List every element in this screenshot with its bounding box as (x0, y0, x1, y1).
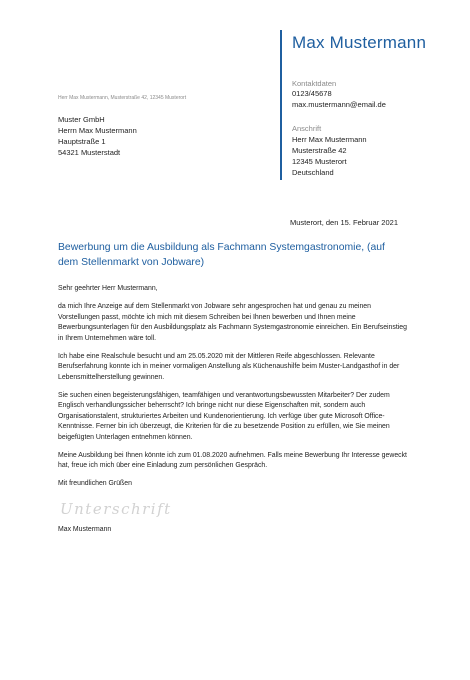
letter-subject: Bewerbung um die Ausbildung als Fachmann Systemgastronomie, (auf dem Stellenmarkt von Jobware) (58, 242, 385, 268)
closing: Mit freundlichen Grüßen (58, 480, 132, 487)
salutation: Sehr geehrter Herr Mustermann, (58, 285, 158, 292)
return-address-line: Herr Max Mustermann, Musterstraße 42, 12345 Musterort (58, 95, 187, 101)
accent-bar (280, 30, 282, 180)
contact-email: max.mustermann@email.de (292, 100, 386, 109)
sender-address-line: Herr Max Mustermann (292, 135, 367, 144)
address-label: Anschrift (292, 124, 322, 133)
recipient-line: Hauptstraße 1 (58, 137, 106, 146)
body-paragraph: Meine Ausbildung bei Ihnen könnte ich zum 01.08.2020 aufnehmen. Falls meine Bewerbung Ihr Interesse geweckt hat, freue ich mich über eine Einladung zum persönlichen Gespräch. (58, 451, 407, 469)
signer-name: Max Mustermann (58, 526, 112, 533)
recipient-line: Herrn Max Mustermann (58, 126, 137, 135)
applicant-name: Max Mustermann (292, 33, 427, 52)
recipient-address (58, 114, 137, 158)
body-paragraph: Ich habe eine Realschule besucht und am 25.05.2020 mit der Mittleren Reife abgeschlossen. Relevante Berufserfahrung konnte ich in meiner vormaligen Anstellung als Küchenaushilfe beim Muster-Landgasthof in der Lebensmittelherstellung gewinnen. (58, 352, 400, 381)
signature-placeholder: Unterschrift (60, 500, 172, 518)
sender-address-line: Musterstraße 42 (292, 146, 347, 155)
recipient-line: Muster GmbH (58, 115, 105, 124)
sender-address-line: 12345 Musterort (292, 157, 347, 166)
body-paragraph: Sie suchen einen begeisterungsfähigen, teamfähigen und verantwortungsbewussten Mitarbeiter? Der zudem Englisch verhandlungssicher beherrscht? Ich bringe nicht nur diese Eigenschaften mit, sondern auch Organisationstalent, strukturiertes Arbeiten und Kundenorientierung. Ich verfüge über gute Microsoft Office-Kenntnisse. Ferner bin ich überzeugt, die Kriterien für die zu besetzende Position zu erfüllen, wie Sie meinen beigefügten Unterlagen entnehmen können. (58, 391, 390, 441)
letter-body (58, 284, 413, 497)
recipient-line: 54321 Musterstadt (58, 148, 121, 157)
body-paragraph: da mich Ihre Anzeige auf dem Stellenmarkt von Jobware sehr angesprochen hat und genau zu meinen Vorstellungen passt, möchte ich mich mit diesem Schreiben bei Ihnen bewerben und Ihnen meine Bewerbungsunterlagen für den Ausbildungsplatz als Fachmann Systemgastronomie einreichen. Ein Berufseinstieg in Ihrem Unternehmen wäre toll. (58, 303, 407, 342)
sender-address (292, 134, 367, 178)
letter-date: Musterort, den 15. Februar 2021 (290, 218, 398, 227)
contact-phone: 0123/45678 (292, 89, 332, 98)
sender-address-line: Deutschland (292, 168, 334, 177)
contact-label: Kontaktdaten (292, 79, 337, 88)
